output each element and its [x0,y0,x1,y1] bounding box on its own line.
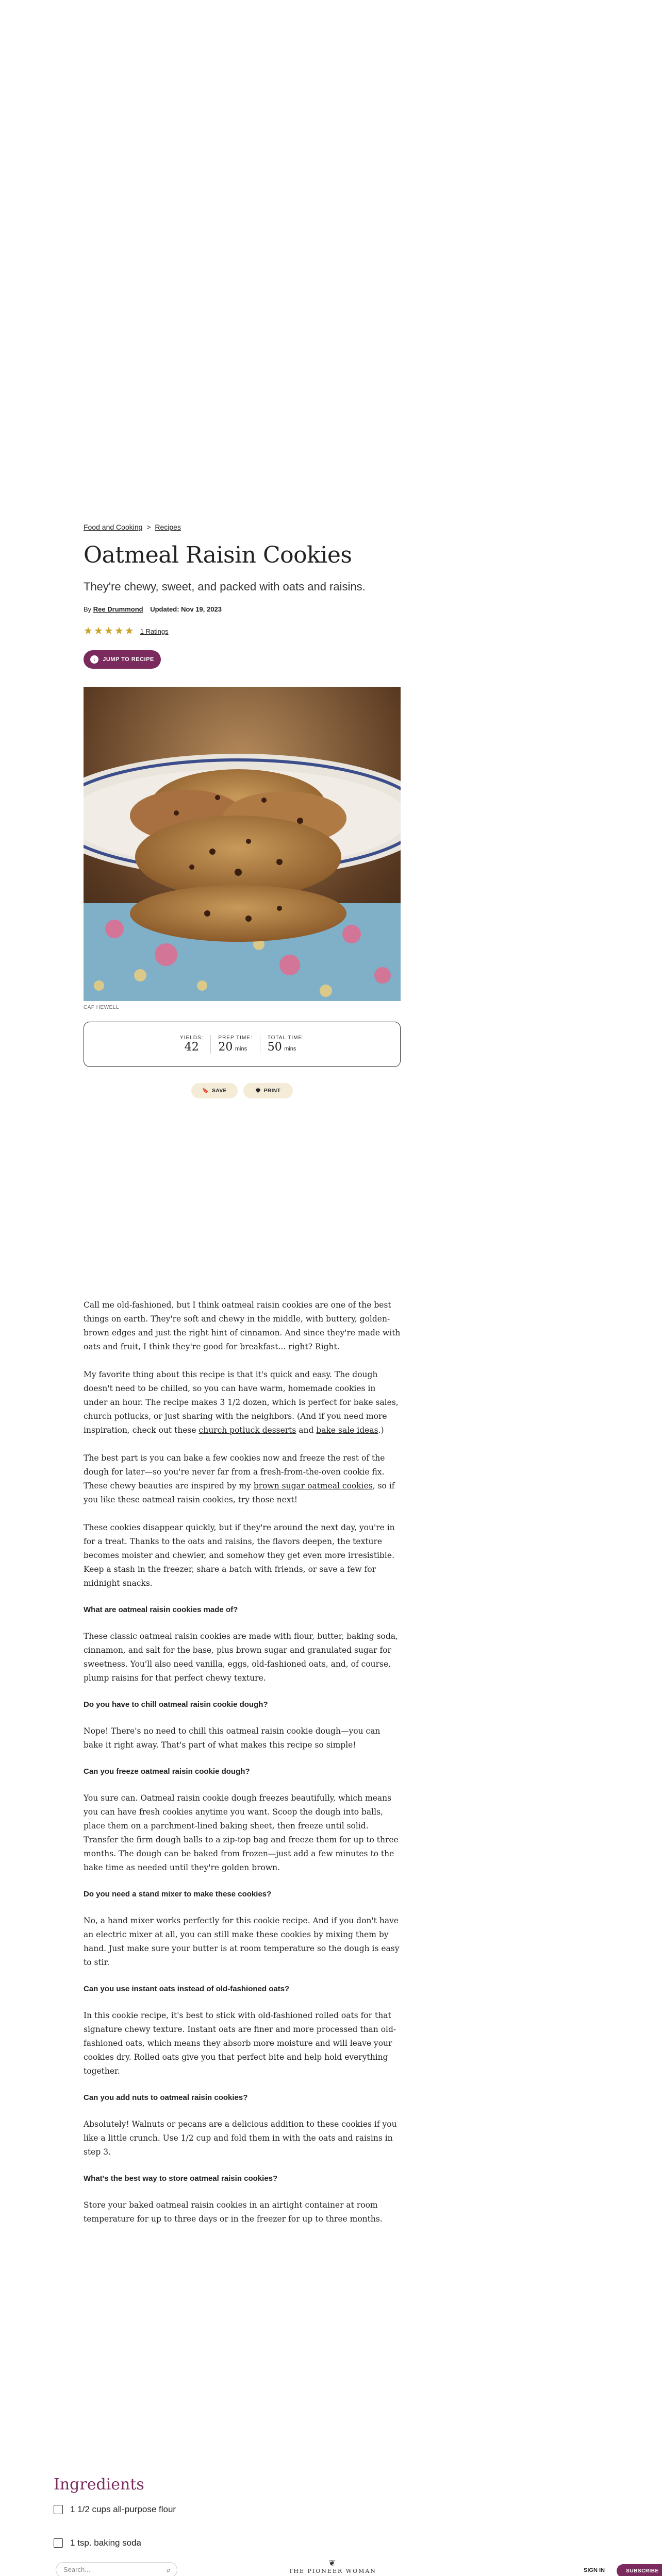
paragraph-text: and [296,1426,317,1435]
star-icon: ★ [124,625,134,637]
ingredient-text: 1 1/2 cups all-purpose flour [70,2504,176,2514]
paragraph: You sure can. Oatmeal raisin cookie dough freezes beautifully, which means you can have fresh cookies anytime you want. Scoop the dough into balls, place them on a parchment-lined baking sheet, then freeze until solid. Transfer the firm dough balls to a zip-top bag and freeze them for up to three months. The dough can be baked from frozen—just add a few minutes to the bake time as needed until they're golden brown. [84,1793,399,1872]
save-button[interactable] [191,1083,238,1098]
sign-in-link[interactable]: SIGN IN [584,2567,605,2573]
paragraph: In this cookie recipe, it's best to stick with old-fashioned rolled oats for that signature chewy texture. Instant oats are finer and more processed than old-fashioned oats, which means they absorb more moisture and will leave your cookies dry. Rolled oats give you that perfect bite and help hold everything together. [84,2011,396,2076]
search-icon[interactable]: ⌕ [167,2566,171,2574]
ingredient-item[interactable] [54,2504,183,2515]
stat-label: TOTAL TIME: [267,1035,304,1041]
ingredients-heading: Ingredients [54,2476,144,2494]
paragraph: Absolutely! Walnuts or pecans are a delicious addition to these cookies if you like a little crunch. Use 1/2 cup and fold them in with the oats and raisins in step 3. [84,2120,397,2157]
stat-yields [173,1035,210,1054]
byline [84,605,222,613]
bake-sale-ideas-link[interactable]: bake sale ideas [316,1426,378,1435]
search-input[interactable] [56,2562,177,2576]
star-icon: ★ [104,625,113,637]
brown-sugar-oatmeal-cookies-link[interactable]: brown sugar oatmeal cookies [253,1481,373,1490]
paragraph [84,1368,401,1437]
site-logo[interactable] [289,2558,376,2574]
print-label: PRINT [263,1088,281,1094]
stat-value: 42 [184,1041,199,1054]
photo-credit: CAF HEWELL [84,1005,119,1010]
faq-heading: What are oatmeal raisin cookies made of? [84,1605,238,1614]
paragraph [84,1451,401,1507]
paragraph-text: The best part is you can bake a few cookies now and freeze the rest of the dough for later—so you're never far from a fresh-from-the-oven cookie fix. These chewy beauties are inspired by my [84,1453,385,1490]
rating-stars [84,626,169,636]
ratings-link[interactable]: 1 Ratings [140,627,169,635]
author-link[interactable]: Ree Drummond [93,605,143,613]
print-button[interactable] [243,1083,293,1098]
faq-heading: Can you add nuts to oatmeal raisin cookies? [84,2093,248,2102]
stat-prep-time [210,1035,259,1054]
breadcrumb [84,523,181,531]
logo-emblem-icon: ❦ [328,2558,337,2568]
stat-unit: mins [235,1046,247,1052]
jump-to-recipe-button[interactable] [84,650,161,669]
paragraph: Call me old-fashioned, but I think oatmeal raisin cookies are one of the best things on earth. They're soft and chewy in the middle, with buttery, golden-brown edges and just the right hint of cinnamon. And since they're made with oats and fruit, I think they're good for breakfast... right? Right. [84,1300,401,1351]
ingredient-checkbox[interactable] [54,2505,63,2514]
ingredient-item[interactable] [54,2537,183,2549]
star-icon: ★ [93,625,103,637]
breadcrumb-separator: > [146,523,151,531]
subscribe-button[interactable]: SUBSCRIBE [617,2564,662,2576]
star-icon: ★ [114,625,124,637]
printer-icon: 🖶 [255,1087,261,1093]
church-potluck-desserts-link[interactable]: church potluck desserts [198,1426,296,1435]
ingredient-text: 1 tsp. baking soda [70,2538,141,2548]
hero-image [84,687,401,1001]
breadcrumb-recipes[interactable]: Recipes [155,523,181,531]
paragraph: These classic oatmeal raisin cookies are made with flour, butter, baking soda, cinnamon, and salt for the base, plus brown sugar and granulated sugar for sweetness. You'll also need vanilla, eggs, old-fashioned oats, and, of course, plump raisins for that perfect chewy texture. [84,1632,398,1683]
faq-heading: What's the best way to store oatmeal raisin cookies? [84,2174,278,2183]
stat-label: PREP TIME: [218,1035,253,1041]
page-subtitle: They're chewy, sweet, and packed with oats and raisins. [84,580,366,593]
paragraph-text: .) [378,1426,384,1435]
paragraph-text: My favorite thing about this recipe is that it's quick and easy. The dough doesn't need to be chilled, so you can have warm, homemade cookies in under an hour. The recipe makes 3 1/2 dozen, which is perfect for bake sales, church potlucks, or just sharing with the neighbors. (And if you need more inspiration, check out these [84,1370,399,1435]
search-placeholder: Search... [63,2566,91,2573]
paragraph: Store your baked oatmeal raisin cookies in an airtight container at room temperature for up to three days or in the freezer for up to three months. [84,2200,383,2224]
bookmark-icon: 🔖 [202,1088,209,1094]
updated-date: Updated: Nov 19, 2023 [150,605,222,613]
page-title: Oatmeal Raisin Cookies [84,542,352,568]
byline-by: By [84,605,92,613]
stat-label: YIELDS: [180,1035,204,1041]
cookies-photo [84,687,401,1001]
breadcrumb-food-and-cooking[interactable]: Food and Cooking [84,523,143,531]
star-icon: ★ [84,625,93,637]
faq-heading: Do you need a stand mixer to make these cookies? [84,1890,272,1899]
faq-heading: Can you freeze oatmeal raisin cookie dough? [84,1767,250,1776]
faq-heading: Do you have to chill oatmeal raisin cookie dough? [84,1700,268,1709]
jump-to-recipe-label: JUMP TO RECIPE [103,656,154,663]
ingredient-checkbox[interactable] [54,2538,63,2548]
recipe-stats [84,1022,401,1067]
save-label: SAVE [212,1088,227,1094]
logo-text: THE PIONEER WOMAN [289,2568,376,2574]
paragraph: Nope! There's no need to chill this oatmeal raisin cookie dough—you can bake it right away. That's part of what makes this recipe so simple! [84,1726,380,1750]
article-body [84,1298,401,2240]
stat-value: 50 [267,1041,282,1054]
site-header [0,2553,662,2576]
stat-value: 20 [218,1041,233,1054]
stat-unit: mins [284,1046,296,1052]
stat-total-time [260,1035,311,1054]
paragraph: No, a hand mixer works perfectly for this cookie recipe. And if you don't have an electric mixer at all, you can still make these cookies by mixing them by hand. Just make sure your butter is at room temperature so the dough is easy to stir. [84,1916,400,1967]
paragraph: These cookies disappear quickly, but if they're around the next day, you're in for a treat. Thanks to the oats and raisins, the flavors deepen, the texture becomes moister and chewier, and somehow they get even more irresistible. Keep a stash in the freezer, share a batch with friends, or save a few for midnight snacks. [84,1523,395,1588]
arrow-down-icon: ↓ [90,655,98,664]
paragraph-text: , so if you like these oatmeal raisin cookies, try those next! [84,1481,395,1504]
faq-heading: Can you use instant oats instead of old-fashioned oats? [84,1985,290,1993]
